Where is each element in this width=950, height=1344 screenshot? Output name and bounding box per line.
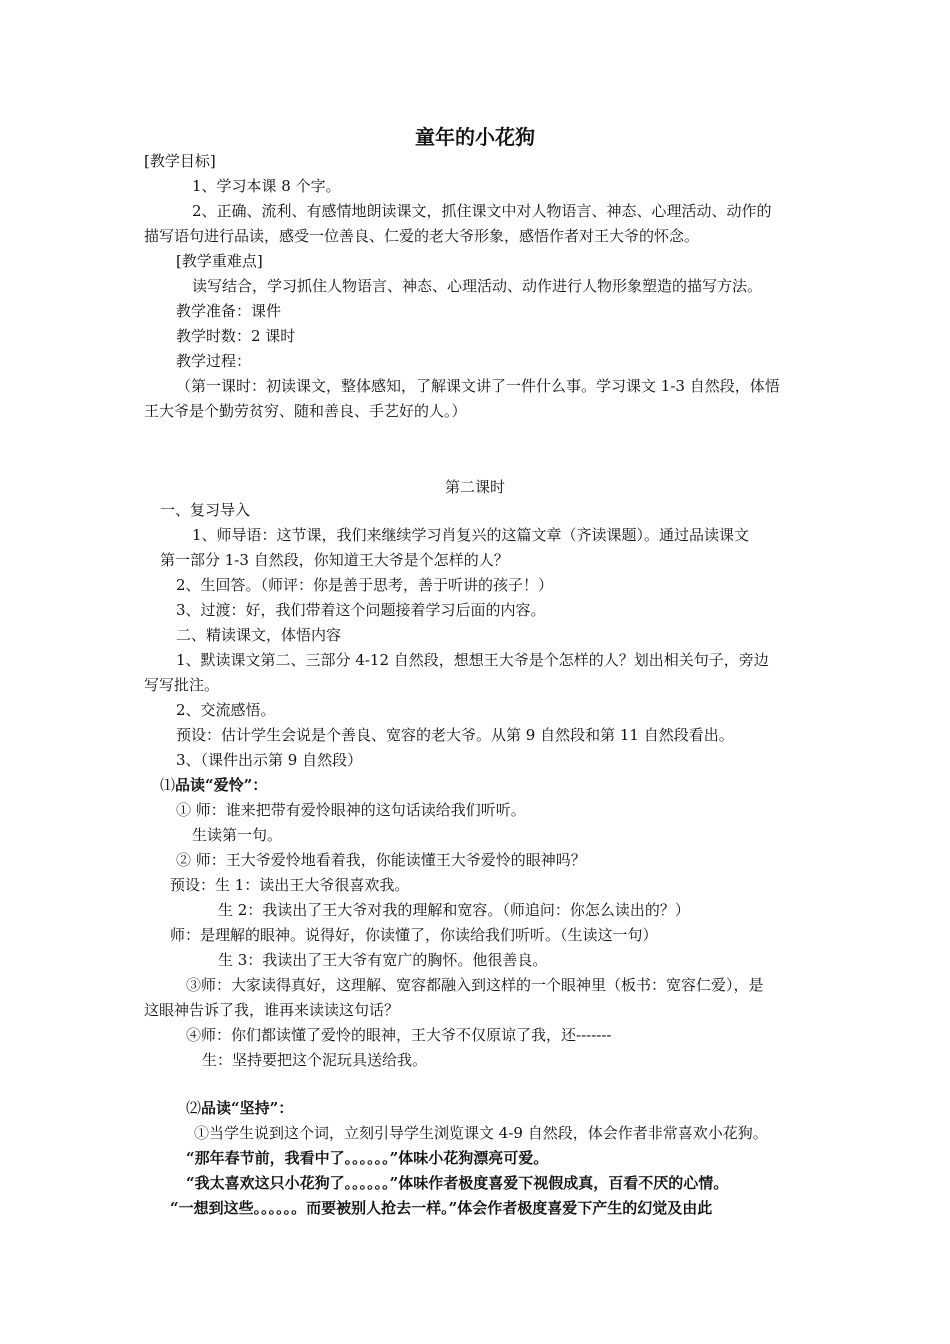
text-line: 描写语句进行品读，感受一位善良、仁爱的老大爷形象，感悟作者对王大爷的怀念。 bbox=[144, 227, 700, 245]
document-title: 童年的小花狗 bbox=[415, 125, 535, 149]
text-line: 2、正确、流利、有感情地朗读课文，抓住课文中对人物语言、神态、心理活动、动作的 bbox=[192, 202, 772, 220]
text-line: ② 师：王大爷爱怜地看着我，你能读懂王大爷爱怜的眼神吗？ bbox=[176, 851, 586, 869]
subsection-heading: 品读“坚持”： bbox=[201, 1099, 294, 1117]
section-heading: 二、精读课文，体悟内容 bbox=[176, 626, 342, 644]
text-line: ③师：大家读得真好，这理解、宽容都融入到这样的一个眼神里（板书：宽容仁爱），是 bbox=[186, 976, 764, 994]
text-line: 3、（课件出示第 9 自然段） bbox=[176, 751, 363, 769]
text-line: 读写结合，学习抓住人物语言、神态、心理活动、动作进行人物形象塑造的描写方法。 bbox=[192, 277, 763, 295]
quote-line: “我太喜欢这只小花狗了。。。。。。”体味作者极度喜爱下视假成真，百看不厌的心情。 bbox=[186, 1174, 729, 1192]
text-line: （第一课时：初读课文，整体感知，了解课文讲了一件什么事。学习课文 1-3 自然段，体悟 bbox=[176, 377, 780, 395]
subsection-number: ⑴ bbox=[160, 776, 176, 794]
subsection-number: ⑵ bbox=[186, 1099, 202, 1117]
text-line: 第一部分 1-3 自然段，你知道王大爷是个怎样的人？ bbox=[160, 551, 509, 569]
text-line: 教学时数：2 课时 bbox=[176, 327, 296, 345]
text-line: 教学准备：课件 bbox=[176, 302, 282, 320]
text-line: 预设：生 1：读出王大爷很喜欢我。 bbox=[170, 876, 410, 894]
text-line: 师：是理解的眼神。说得好，你读懂了，你读给我们听听。（生读这一句） bbox=[170, 926, 658, 944]
text-line: 1、默读课文第二、三部分 4-12 自然段，想想王大爷是个怎样的人？划出相关句子，旁边 bbox=[176, 651, 769, 669]
text-line: 教学过程： bbox=[176, 352, 252, 370]
section-heading-objectives: [教学目标] bbox=[144, 152, 216, 170]
text-line: ④师：你们都读懂了爱怜的眼神，王大爷不仅原谅了我，还------- bbox=[186, 1026, 612, 1044]
quote-line: “一想到这些。。。。。。而要被别人抢去一样。”体会作者极度喜爱下产生的幻觉及由此 bbox=[170, 1199, 713, 1217]
text-line: 王大爷是个勤劳贫穷、随和善良、手艺好的人。） bbox=[144, 402, 467, 420]
text-line: 1、师导语：这节课，我们来继续学习肖复兴的这篇文章（齐读课题）。通过品读课文 bbox=[192, 526, 750, 544]
subsection-heading: 品读“爱怜”： bbox=[175, 776, 268, 794]
section-heading-key-points: [教学重难点] bbox=[176, 252, 263, 270]
subsection-marker bbox=[186, 1098, 293, 1118]
text-line: 生 3：我读出了王大爷有宽广的胸怀。他很善良。 bbox=[218, 951, 548, 969]
text-line: ①当学生说到这个词，立刻引导学生浏览课文 4-9 自然段，体会作者非常喜欢小花狗。 bbox=[194, 1124, 768, 1142]
text-line: 写写批注。 bbox=[144, 676, 220, 694]
text-line: 生 2：我读出了王大爷对我的理解和宽容。（师追问：你怎么读出的？） bbox=[218, 901, 690, 919]
section-heading-second-lesson: 第二课时 bbox=[444, 478, 505, 496]
text-line: 生读第一句。 bbox=[192, 826, 283, 844]
text-line: 1、学习本课 8 个字。 bbox=[192, 177, 341, 195]
text-line: 这眼神告诉了我，谁再来读读这句话？ bbox=[144, 1001, 400, 1019]
text-line: 2、交流感悟。 bbox=[176, 701, 276, 719]
text-line: 生：坚持要把这个泥玩具送给我。 bbox=[202, 1051, 428, 1069]
text-line: 3、过渡：好，我们带着这个问题接着学习后面的内容。 bbox=[176, 601, 546, 619]
text-line: 2、生回答。（师评：你是善于思考，善于听讲的孩子！） bbox=[176, 576, 554, 594]
text-line: 预设：估计学生会说是个善良、宽容的老大爷。从第 9 自然段和第 11 自然段看出。 bbox=[176, 726, 734, 744]
quote-line: “那年春节前，我看中了。。。。。。”体味小花狗漂亮可爱。 bbox=[186, 1149, 549, 1167]
text-line: ① 师：谁来把带有爱怜眼神的这句话读给我们听听。 bbox=[176, 801, 526, 819]
subsection-marker bbox=[160, 775, 267, 795]
section-heading: 一、复习导入 bbox=[160, 501, 251, 519]
